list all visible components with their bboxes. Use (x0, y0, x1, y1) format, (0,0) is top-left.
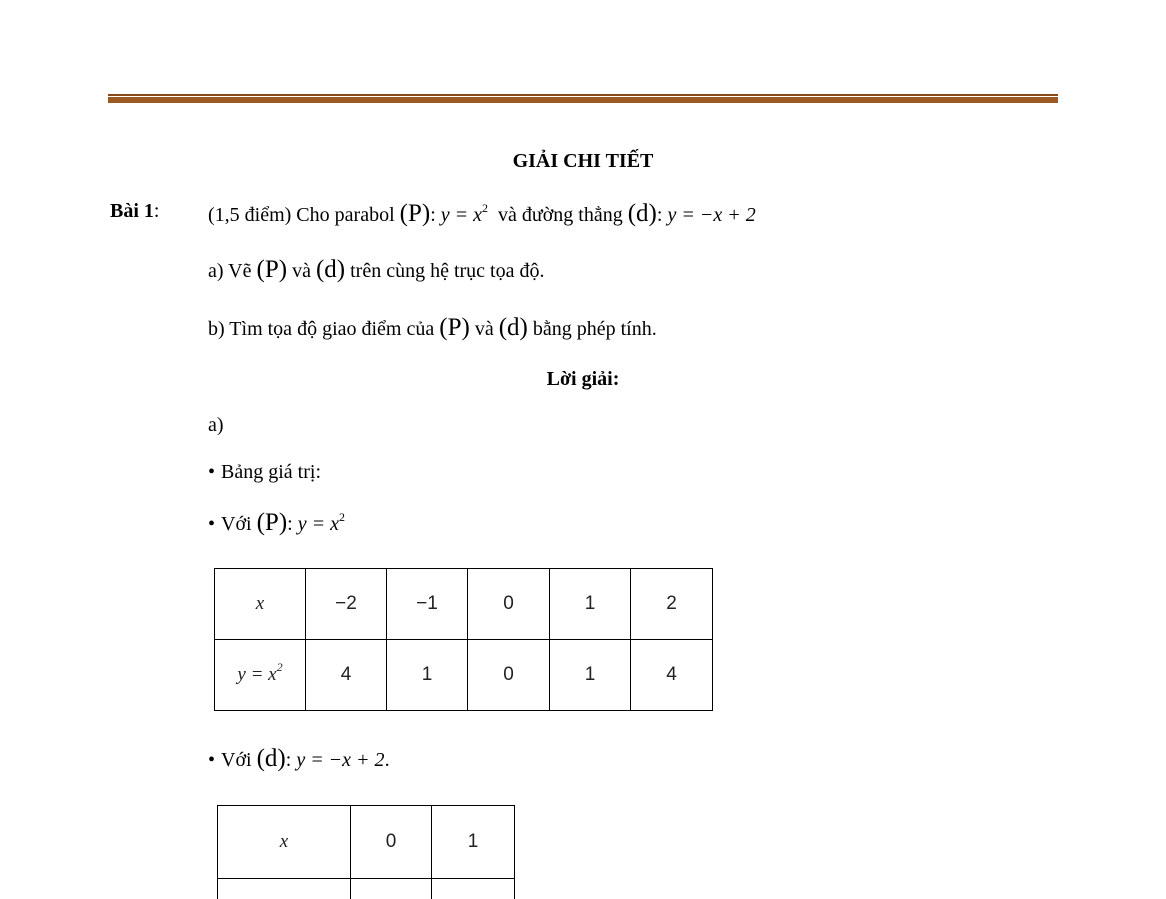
table-cell: 1 (387, 640, 468, 711)
with-p-equation: y = x (297, 513, 339, 535)
table-cell (351, 879, 432, 899)
table-cell: 1 (550, 569, 631, 640)
part-b-suffix: bằng phép tính. (532, 318, 657, 340)
part-a-p-name: (P) (256, 256, 288, 283)
part-b-and: và (474, 318, 494, 340)
connector-text: và đường thẳng (498, 204, 623, 226)
table-row (218, 879, 515, 899)
table-cell: 4 (306, 640, 387, 711)
d-equation: y = −x + 2 (667, 204, 756, 226)
value-table-d (217, 805, 515, 899)
part-a-suffix: trên cùng hệ trục tọa độ. (350, 260, 545, 282)
with-p-line: • Với (P): $y = x^2$ (208, 509, 345, 536)
solution-heading: Lời giải: (546, 368, 620, 390)
bullet-icon: • (208, 749, 216, 771)
with-d-label: Với (221, 749, 252, 771)
table-cell: 1 (550, 640, 631, 711)
part-a-d-name: (d) (315, 256, 346, 283)
p-name: (P) (399, 200, 431, 227)
table-row (218, 806, 515, 879)
part-a-prefix: a) Vẽ (208, 260, 252, 282)
table-cell: −1 (387, 569, 468, 640)
part-b-d-name: (d) (498, 314, 528, 341)
with-p-equation-exp: 2 (338, 510, 345, 524)
p-equation: y = x (440, 204, 482, 226)
table-cell: 1 (432, 806, 515, 879)
problem-statement: (1,5 điểm) Cho parabol (P): $y = x^2$ và đường thẳng (d): y = −x + 2 (208, 200, 756, 227)
table-cell-header-y: $y = x^2$ (215, 640, 306, 711)
with-d-period: . (384, 749, 390, 771)
table-cell-header-x: x (218, 806, 351, 879)
part-b-prefix: b) Tìm tọa độ giao điểm của (208, 318, 435, 340)
table-cell-header-x: x (215, 569, 306, 640)
table-cell: 4 (631, 640, 713, 711)
p-equation-exp: 2 (482, 201, 488, 215)
table-cell (432, 879, 515, 899)
part-a-and: và (292, 260, 311, 282)
table-intro-text: Bảng giá trị: (221, 461, 321, 483)
table-cell: 0 (468, 640, 550, 711)
table-cell (218, 879, 351, 899)
page-title: GIẢI CHI TIẾT (512, 150, 654, 172)
bullet-icon: • (208, 461, 216, 483)
d-name: (d) (627, 200, 657, 227)
table-cell: 0 (351, 806, 432, 879)
with-d-equation: y = −x + 2 (296, 749, 385, 771)
bullet-icon: • (208, 513, 216, 535)
problem-label-colon: : (153, 200, 160, 222)
with-p-label: Với (221, 513, 252, 535)
problem-label: Bài 1 (110, 200, 154, 222)
with-d-line: • Với (d): y = −x + 2. (208, 745, 390, 772)
part-b-p-name: (P) (439, 314, 470, 341)
with-p-name: (P) (256, 509, 288, 536)
problem-intro: (1,5 điểm) Cho parabol (208, 204, 395, 226)
solution-part-a-label: a) (208, 414, 224, 436)
table-cell: −2 (306, 569, 387, 640)
table-cell: 0 (468, 569, 550, 640)
with-d-name: (d) (256, 745, 286, 772)
table-cell: 2 (631, 569, 713, 640)
